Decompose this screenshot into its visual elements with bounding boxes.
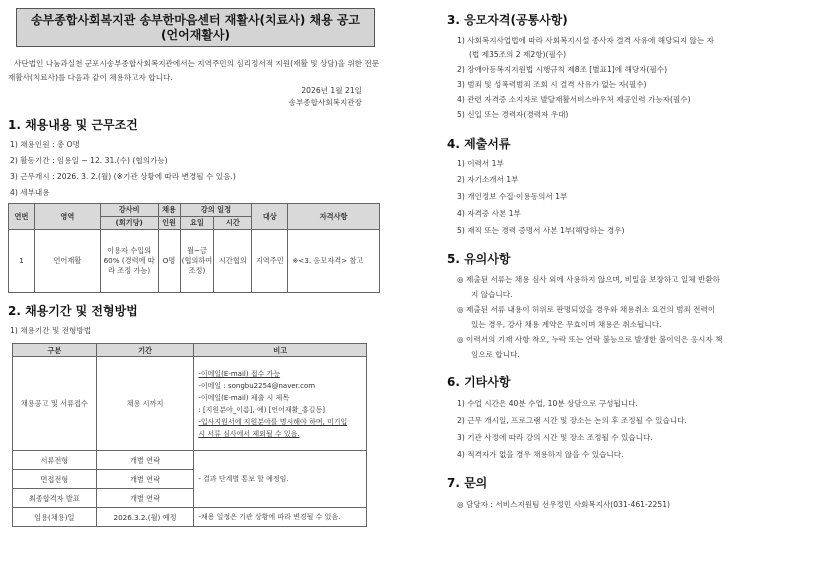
cell-type: 면접전형 [13, 470, 97, 489]
note-line: : [지원분야_이름], 예) [언어재활_홍길동] [198, 405, 325, 414]
section7-heading: 7. 문의 [447, 476, 488, 490]
section1-item: 1) 채용인원 : 총 O명 [10, 140, 80, 149]
cell-no: 1 [9, 230, 35, 293]
section5-item-cont: 임으로 합니다. [471, 350, 520, 359]
col-header-note: 비고 [194, 344, 367, 357]
section3-item: 5) 신입 또는 경력자(경력자 우대) [457, 110, 569, 119]
intro-paragraph: 사단법인 나눔과실천 군포시송부종합사회복지관에서는 지역주민의 심리정서적 지원(재활 및 상담)을 위한 전문 재활사(치료사)를 다음과 같이 채용하고자 합니다. [8, 59, 380, 82]
right-column [447, 8, 827, 512]
section4-item: 4) 자격증 사본 1부 [457, 209, 521, 218]
note-line: -이메일(E-mail) 접수 가능 [198, 369, 281, 378]
section6-item: 3) 기관 사정에 따라 강의 시간 및 장소 조정될 수 있습니다. [457, 433, 653, 442]
col-header-no: 연번 [9, 204, 35, 230]
cell-day: 월~금 (협의하여 조정) [180, 230, 214, 293]
section6-item: 2) 근무 개시일, 프로그램 시간 및 장소는 논의 후 조정될 수 있습니다. [457, 416, 687, 425]
section1-item: 4) 세부내용 [10, 188, 50, 197]
cell-type: 채용공고 및 서류접수 [13, 357, 97, 451]
cell-area: 언어재활 [34, 230, 100, 293]
col-header-schedule: 강의 일정 [180, 204, 252, 217]
section4-item: 5) 재직 또는 경력 증명서 사본 1부(해당하는 경우) [457, 226, 625, 235]
cell-target: 지역주민 [252, 230, 288, 293]
col-header-target: 대상 [252, 204, 288, 230]
section4-item: 1) 이력서 1부 [457, 159, 504, 168]
section2-heading: 2. 채용기간 및 전형방법 [8, 304, 138, 318]
section4-heading: 4. 제출서류 [447, 137, 511, 151]
col-header-type: 구분 [13, 344, 97, 357]
page-title: 송부종합사회복지관 송부한마음센터 재활사(치료사) 채용 공고 [30, 13, 361, 27]
col-header-hire-sub: 인원 [158, 217, 180, 230]
section5-item: ◎ 제출된 서류는 채용 심사 외에 사용하지 않으며, 비밀을 보장하고 일체 반환하 [457, 275, 720, 284]
col-header-period: 기간 [96, 344, 194, 357]
schedule-table [12, 343, 367, 527]
section3-item: 2) 장애아동복지지원법 시행규칙 제8조 [별표1]에 해당자(필수) [457, 65, 668, 74]
cell-note-schedule: -채용 일정은 기관 상황에 따라 변경될 수 있음. [194, 508, 367, 527]
section6-heading: 6. 기타사항 [447, 375, 511, 389]
section2-sub: 1) 채용기간 및 전형방법 [10, 326, 92, 335]
section3-heading: 3. 응모자격(공통사항) [447, 13, 568, 27]
section1-item: 2) 활동기간 : 임용일 ~ 12. 31.(수) (협의가능) [10, 156, 168, 165]
section1-item: 3) 근무개시 : 2026. 3. 2.(월) (※기관 상황에 따라 변경될 수 있음.) [10, 172, 236, 181]
col-header-day: 요일 [180, 217, 214, 230]
note-line: -이메일(E-mail) 제출 시 제목 [198, 393, 290, 402]
note-line: -이메일 : songbu2254@naver.com [198, 381, 316, 390]
cell-period: 2026.3.2.(월) 예정 [96, 508, 194, 527]
table-row [13, 508, 367, 527]
organization-name: 송부종합사회복지관장 [288, 98, 362, 107]
cell-type: 임용(채용)일 [13, 508, 97, 527]
section3-item-cont: (법 제35조의 2 제2항)(필수) [469, 50, 567, 59]
cell-note-application [194, 357, 367, 451]
table-row [13, 357, 367, 451]
section6-item: 4) 적격자가 없을 경우 채용하지 않을 수 있습니다. [457, 450, 624, 459]
section3-item: 1) 사회복지사업법에 따라 사회복지시설 종사자 결격 사유에 해당되지 않는 자 [457, 36, 714, 45]
col-header-qualification: 자격사항 [288, 204, 380, 230]
cell-type: 최종합격자 발표 [13, 489, 97, 508]
col-header-fee-sub: (회기당) [100, 217, 158, 230]
cell-fee: 이용자 수입의 60% (경력에 따라 조정 가능) [100, 230, 158, 293]
section4-item: 3) 개인정보 수집·이용동의서 1부 [457, 192, 568, 201]
cell-period: 개별 연락 [96, 451, 194, 470]
col-header-time: 시간 [214, 217, 252, 230]
col-header-area: 영역 [34, 204, 100, 230]
cell-period: 개별 연락 [96, 470, 194, 489]
note-line: -입사지원서에 지원분야를 명시해야 하며, 미기입 [198, 417, 348, 426]
cell-type: 서류전형 [13, 451, 97, 470]
detail-table [8, 203, 380, 293]
left-column [8, 8, 380, 527]
section5-item: ◎ 이력서의 기재 사항 착오, 누락 또는 연락 불능으로 발생한 불이익은 응시자 책 [457, 335, 723, 344]
section5-item-cont: 있는 경우, 강사 채용 계약은 무효이며 채용은 취소됩니다. [471, 320, 662, 329]
section5-heading: 5. 유의사항 [447, 252, 511, 266]
section3-item: 3) 범죄 및 성폭력범죄 조회 시 결격 사유가 없는 자(필수) [457, 80, 647, 89]
section1-heading: 1. 채용내용 및 근무조건 [8, 118, 138, 132]
section5-item: ◎ 제출된 서류 내용이 허위로 판명되었을 경우와 채용취소 요건의 범죄 전력이 [457, 305, 716, 314]
section6-item: 1) 수업 시간은 40분 수업, 10분 상담으로 구성됩니다. [457, 399, 638, 408]
cell-time: 시간협의 [214, 230, 252, 293]
col-header-hire: 채용 [158, 204, 180, 217]
table-row [9, 230, 380, 293]
section5-item-cont: 지 않습니다. [471, 290, 513, 299]
section4-item: 2) 자기소개서 1부 [457, 175, 519, 184]
note-line: 시 서류 심사에서 제외될 수 있음. [198, 429, 300, 438]
cell-period: 개별 연락 [96, 489, 194, 508]
contact-info: ◎ 담당자 : 서비스지원팀 선우정민 사회복지사(031-461-2251) [457, 500, 671, 509]
page-subtitle: (언어재활사) [161, 28, 230, 42]
cell-qualification: ※<3. 응모자격> 참고 [288, 230, 380, 293]
title-box [16, 8, 375, 47]
table-row [13, 451, 367, 470]
cell-hire: O명 [158, 230, 180, 293]
announcement-date: 2026년 1월 21일 [301, 86, 362, 95]
cell-period: 채용 시까지 [96, 357, 194, 451]
cell-note-result: - 결과 단계별 통보 할 예정임. [194, 451, 367, 508]
col-header-fee: 강사비 [100, 204, 158, 217]
section3-item: 4) 관련 자격증 소지자로 발달재활서비스바우처 제공인력 가능자(필수) [457, 95, 691, 104]
